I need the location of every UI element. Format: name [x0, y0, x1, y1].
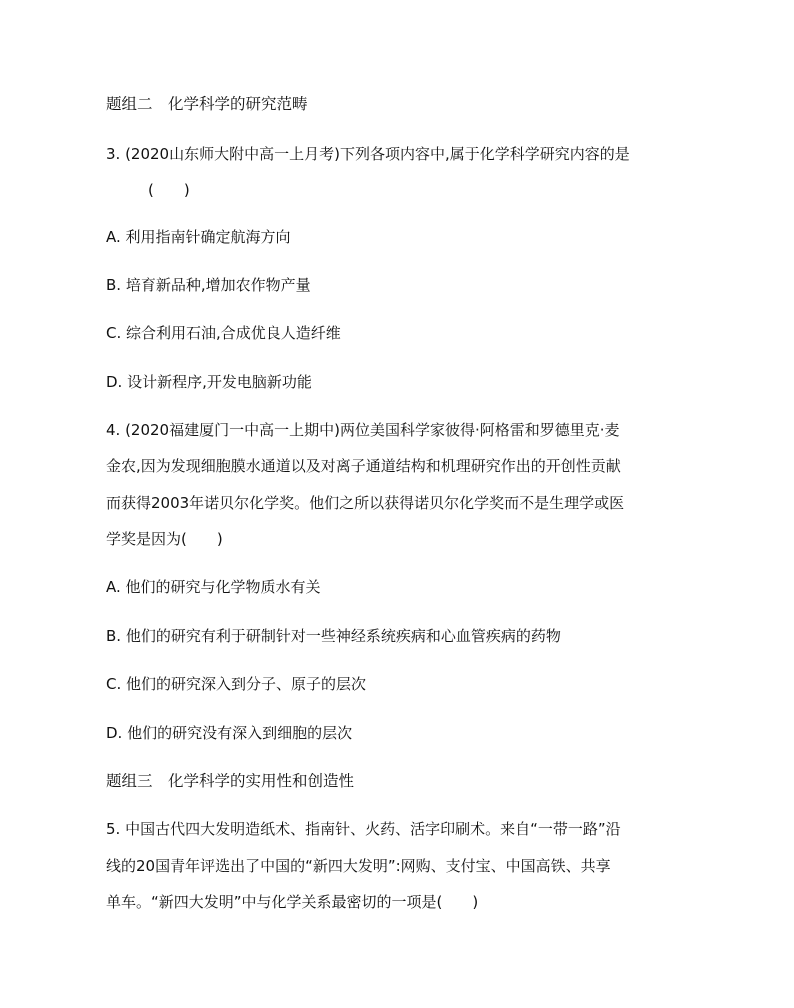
section-heading-group3: 题组三 化学科学的实用性和创造性: [106, 772, 355, 790]
question-3-option-c: C. 综合利用石油,合成优良人造纤维: [106, 324, 341, 342]
question-3-answer-blank: ( ): [148, 181, 190, 199]
question-4-stem-line4: 学奖是因为( ): [106, 530, 223, 548]
question-5-stem-line1: 5. 中国古代四大发明造纸术、指南针、火药、活字印刷术。来自“一带一路”沿: [106, 820, 621, 838]
question-4-stem-line1: 4. (2020福建厦门一中高一上期中)两位美国科学家彼得·阿格雷和罗德里克·麦: [106, 421, 620, 439]
question-5-stem-line3: 单车。“新四大发明”中与化学关系最密切的一项是( ): [106, 893, 479, 911]
section-heading-group2: 题组二 化学科学的研究范畴: [106, 95, 308, 113]
question-4-option-b: B. 他们的研究有利于研制针对一些神经系统疾病和心血管疾病的药物: [106, 627, 561, 645]
question-3-option-a: A. 利用指南针确定航海方向: [106, 228, 291, 246]
question-3-option-b: B. 培育新品种,增加农作物产量: [106, 276, 311, 294]
question-3-stem-line1: 3. (2020山东师大附中高一上月考)下列各项内容中,属于化学科学研究内容的是: [106, 145, 630, 163]
question-4-option-c: C. 他们的研究深入到分子、原子的层次: [106, 675, 367, 693]
question-3-option-d: D. 设计新程序,开发电脑新功能: [106, 373, 312, 391]
question-4-option-a: A. 他们的研究与化学物质水有关: [106, 578, 321, 596]
question-4-option-d: D. 他们的研究没有深入到细胞的层次: [106, 724, 353, 742]
question-4-stem-line2: 金农,因为发现细胞膜水通道以及对离子通道结构和机理研究作出的开创性贡献: [106, 457, 621, 475]
question-5-stem-line2: 线的20国青年评选出了中国的“新四大发明”:网购、支付宝、中国高铁、共享: [106, 857, 611, 875]
question-4-stem-line3: 而获得2003年诺贝尔化学奖。他们之所以获得诺贝尔化学奖而不是生理学或医: [106, 494, 625, 512]
